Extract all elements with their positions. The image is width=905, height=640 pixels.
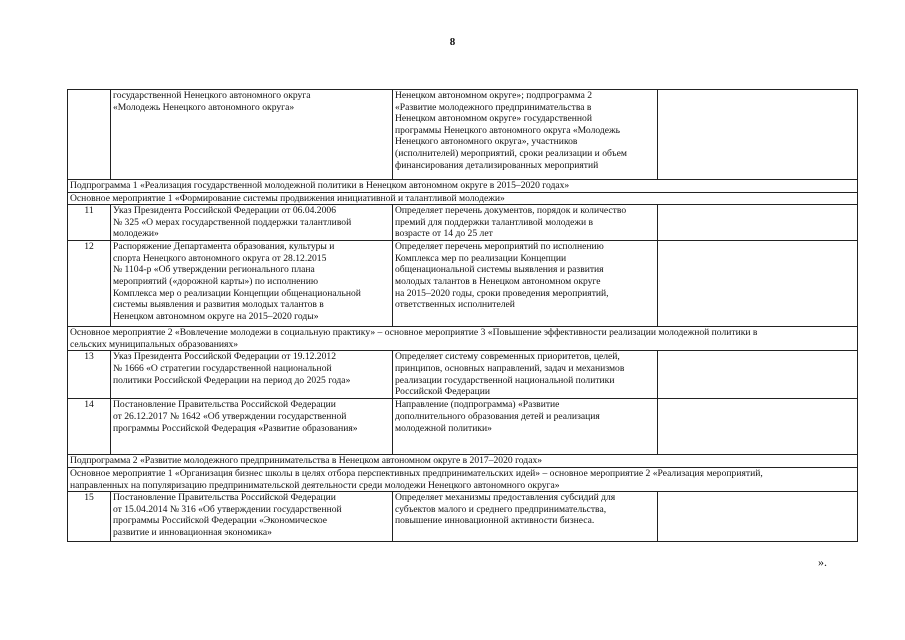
text-line: повышение инновационной активности бизнеса. [395,515,595,527]
text-line: Определяет механизмы предоставления субсидий для [395,492,616,504]
text-line: Ненецком автономном округе на 2015–2020 годы» [113,310,319,322]
text-line: Постановление Правительства Российской Федерации [113,492,336,504]
description-cell [393,90,658,180]
document-cell [111,90,393,180]
text-line: направленных на популяризацию предпринимательской деятельности среди молодежи Ненецкого автономного округа» [70,479,560,491]
activity-header [68,467,858,491]
table-row [68,241,858,327]
row-number [68,90,111,180]
table-row [68,351,858,399]
text-line: системы выявления и развития молодых талантов в [113,299,324,311]
text-line: принципов, основных направлений, задач и механизмов [395,362,625,374]
text-line: политики Российской Федерации на период до 2025 года» [113,374,351,386]
text-line: от 15.04.2014 № 316 «Об утверждении государственной [113,503,342,515]
empty-cell [658,90,858,180]
text-line: Определяет перечень мероприятий по исполнению [395,241,604,253]
text-line: Определяет перечень документов, порядок и количество [395,205,627,217]
text-line: сельских муниципальных образованиях» [70,338,239,350]
text-line: Российской Федерации [395,386,490,398]
text-line: Ненецком автономном округе»; подпрограмма 2 [395,90,593,101]
text-line: молодежи» [113,228,159,240]
text-line: № 1666 «О стратегии государственной национальной [113,362,332,374]
subprogram-header: Подпрограмма 2 «Развитие молодежного предпринимательства в Ненецком автономном округе в 2017–2020 годах» [68,455,858,468]
text-line: программы Российской Федерация «Развитие образования» [113,422,358,434]
empty-cell [658,399,858,455]
text-line: дополнительного образования детей и реализация [395,410,600,422]
text-line: программы Ненецкого автономного округа «Молодежь [395,124,621,136]
text-line: спорта Ненецкого автономного округа от 28.12.2015 [113,252,327,264]
table-row [68,90,858,180]
subprogram-header-row [68,455,858,468]
text-line: молодежной политики» [395,422,492,434]
activity-header-row [68,327,858,351]
table-row [68,399,858,455]
text-line: от 26.12.2017 № 1642 «Об утверждении государственной [113,410,347,422]
activity-header-row [68,467,858,491]
text-line: финансирования детализированных мероприятий [395,159,599,171]
row-number: 15 [68,492,111,542]
text-line: возрасте от 14 до 25 лет [395,228,493,240]
activity-header: Основное мероприятие 1 «Формирование системы продвижения инициативной и талантливой молодежи» [68,192,858,205]
text-line: общенациональной системы выявления и развития [395,264,604,276]
row-number: 11 [68,205,111,241]
text-line: премий для поддержки талантливой молодежи в [395,216,594,228]
row-number: 13 [68,351,111,399]
description-cell [393,351,658,399]
text-line: № 1104-р «Об утверждении регионального плана [113,264,315,276]
page-number: 8 [449,36,456,48]
text-line: на 2015–2020 годы, сроки проведения мероприятий, [395,287,609,299]
text-line: программы Российской Федерации «Экономическое [113,515,328,527]
text-line: Основное мероприятие 1 «Организация бизнес школы в целях отбора перспективных предпринимательских идей» – основное мероприятие 2 «Реализация мероприятий, [70,467,763,479]
document-cell [111,241,393,327]
empty-cell [658,241,858,327]
text-line: государственной Ненецкого автономного округа [113,90,311,101]
text-line: Направление (подпрограмма) «Развитие [395,399,560,411]
subprogram-header: Подпрограмма 1 «Реализация государственной молодежной политики в Ненецком автономном округе в 2015–2020 годах» [68,180,858,193]
text-line: Комплекса мер о реализации Концепции общенациональной [113,287,361,299]
closing-quote-mark: ». [818,555,827,569]
text-line: «Молодежь Ненецкого автономного округа» [113,101,295,113]
table-row [68,492,858,542]
row-number: 12 [68,241,111,327]
text-line: ответственных исполнителей [395,299,515,311]
text-line: Указ Президента Российской Федерации от 06.04.2006 [113,205,336,217]
activity-header [68,327,858,351]
text-line: (исполнителей) мероприятий, сроки реализации и объем [395,147,627,159]
text-line: молодых талантов в Ненецком автономном округе [395,275,601,287]
text-line: Указ Президента Российской Федерации от 19.12.2012 [113,351,336,363]
text-line: Распоряжение Департамента образования, культуры и [113,241,335,253]
text-line: развитие и инновационная экономика» [113,526,272,538]
text-line: Постановление Правительства Российской Федерации [113,399,336,411]
description-cell [393,205,658,241]
text-line: Основное мероприятие 2 «Вовлечение молодежи в социальную практику» – основное мероприятие 3 «Повышение эффективности реализации молодежной политики в [70,327,758,339]
text-line: Ненецкого автономного округа», участников [395,136,578,148]
document-cell [111,492,393,542]
document-cell [111,399,393,455]
description-cell [393,492,658,542]
text-line: Ненецком автономном округе» государственной [395,113,592,125]
subprogram-header-row [68,180,858,193]
empty-cell [658,492,858,542]
text-line: мероприятий («дорожной карты») по исполнению [113,275,318,287]
description-cell [393,241,658,327]
row-number: 14 [68,399,111,455]
text-line: Определяет систему современных приоритетов, целей, [395,351,620,363]
text-line: № 325 «О мерах государственной поддержки талантливой [113,216,352,228]
text-line: «Развитие молодежного предпринимательства в [395,101,592,113]
text-line: реализации государственной национальной политики [395,374,615,386]
table-row [68,205,858,241]
document-cell [111,351,393,399]
legal-basis-table [67,89,858,542]
text-line: субъектов малого и среднего предпринимательства, [395,503,607,515]
description-cell [393,399,658,455]
empty-cell [658,205,858,241]
document-cell [111,205,393,241]
text-line: Комплекса мер по реализации Концепции [395,252,567,264]
empty-cell [658,351,858,399]
activity-header-row [68,192,858,205]
